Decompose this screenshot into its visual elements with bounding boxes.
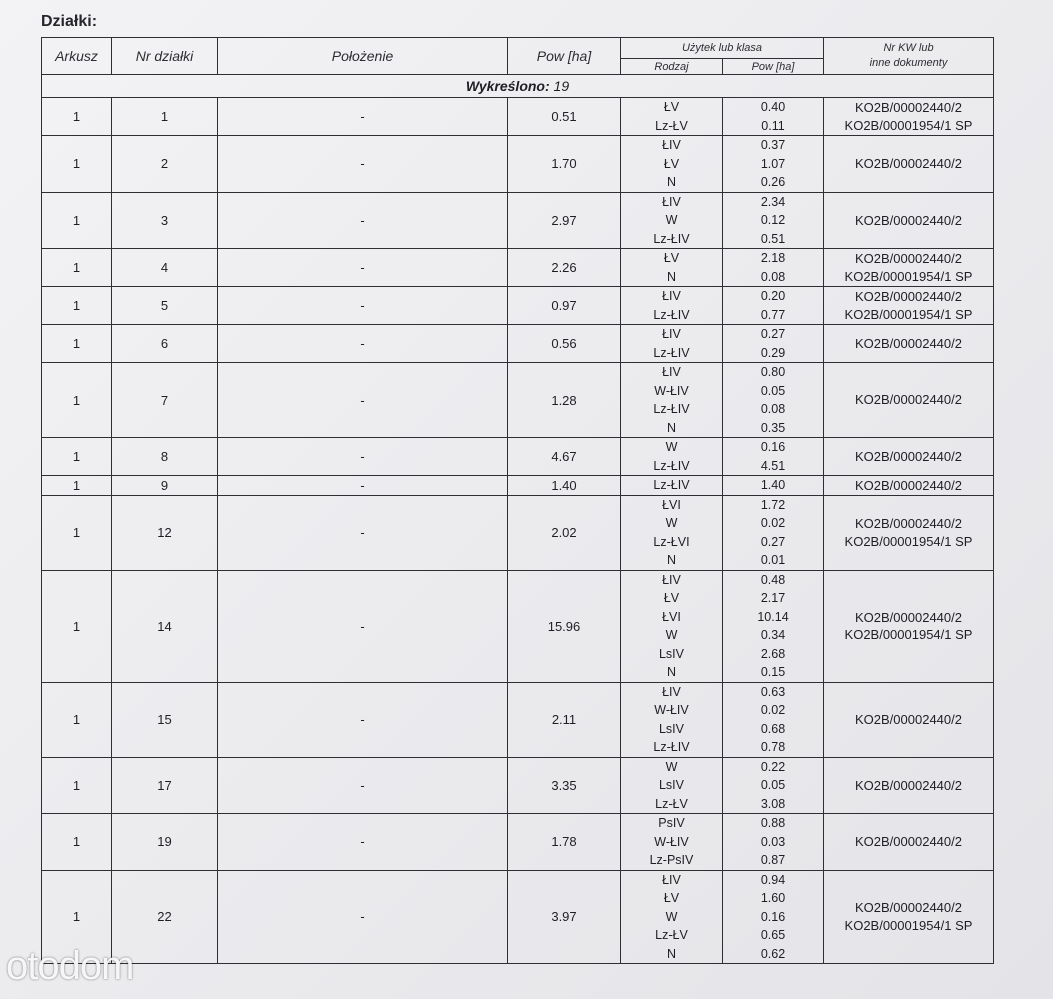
- cell-rodzaj: [621, 495, 723, 570]
- cell-rodzaj: [621, 287, 723, 325]
- class-area: 0.27: [760, 327, 786, 341]
- cell-nr-dzialki: 1: [112, 98, 218, 136]
- table-row: [42, 757, 994, 814]
- kw-number: KO2B/00001954/1 SP: [844, 268, 973, 284]
- table-row: [42, 98, 994, 136]
- cell-nr-dzialki: 4: [112, 249, 218, 287]
- class-area: 0.02: [760, 516, 786, 530]
- cell-pow: 1.40: [508, 476, 621, 496]
- header-kw-line2: inne dokumenty: [869, 57, 948, 69]
- header-nr-dzialki: Nr działki: [112, 38, 218, 75]
- kw-number: KO2B/00002440/2: [855, 516, 962, 531]
- class-area: 0.15: [760, 665, 786, 679]
- cell-kw: [824, 363, 994, 438]
- header-polozenie: Położenie: [218, 38, 508, 75]
- class-area: 0.08: [760, 269, 786, 284]
- kw-number: KO2B/00002440/2: [855, 212, 962, 228]
- header-kw-line1: Nr KW lub: [883, 42, 934, 54]
- class-area: 1.40: [760, 478, 786, 492]
- section-title: Działki:: [41, 13, 98, 30]
- cell-rodzaj: [621, 98, 723, 136]
- class-area: 3.08: [760, 796, 786, 811]
- cell-nr-dzialki: 7: [112, 363, 218, 438]
- cell-kw: [824, 192, 994, 249]
- class-type: N: [666, 946, 677, 961]
- table-row: [42, 325, 994, 363]
- table-row: [42, 870, 994, 964]
- class-area: 2.18: [760, 251, 786, 265]
- cell-nr-dzialki: 5: [112, 287, 218, 325]
- class-type: W: [665, 516, 678, 530]
- kw-number: KO2B/00002440/2: [855, 392, 962, 408]
- class-type: W: [665, 909, 678, 924]
- class-area: 0.62: [760, 946, 786, 961]
- cell-pow-uzytek: [723, 476, 824, 496]
- class-area: 0.01: [760, 553, 786, 567]
- cell-arkusz: 1: [42, 438, 112, 476]
- cell-pow-uzytek: [723, 814, 824, 871]
- cell-pow-uzytek: [723, 363, 824, 438]
- cell-pow: 2.26: [508, 249, 621, 287]
- cell-pow-uzytek: [723, 287, 824, 325]
- cell-pow-uzytek: [723, 570, 824, 682]
- cell-polozenie: -: [218, 870, 508, 964]
- cell-pow-uzytek: [723, 325, 824, 363]
- kw-number: KO2B/00001954/1 SP: [844, 117, 973, 133]
- kw-number: KO2B/00002440/2: [855, 289, 962, 304]
- cell-nr-dzialki: 14: [112, 570, 218, 682]
- class-area: 0.87: [760, 853, 786, 867]
- cell-pow: 4.67: [508, 438, 621, 476]
- class-type: N: [666, 665, 677, 679]
- class-area: 0.80: [760, 365, 786, 379]
- class-type: ŁIV: [662, 572, 681, 587]
- class-type: W-ŁIV: [654, 383, 689, 398]
- class-type: Lz-PsIV: [649, 853, 694, 867]
- kw-number: KO2B/00002440/2: [855, 900, 962, 916]
- class-type: W: [665, 628, 678, 642]
- class-area: 0.08: [760, 402, 786, 416]
- class-area: 0.12: [760, 213, 786, 227]
- class-type: Lz-ŁIV: [653, 458, 690, 473]
- kw-number: KO2B/00002440/2: [855, 251, 962, 266]
- class-type: ŁIV: [662, 872, 681, 887]
- table-row: [42, 476, 994, 496]
- cell-kw: [824, 249, 994, 287]
- kw-number: KO2B/00002440/2: [855, 335, 962, 351]
- class-area: 0.11: [761, 118, 785, 133]
- class-type: Lz-ŁVI: [653, 534, 690, 549]
- table-row: [42, 438, 994, 476]
- kw-number: KO2B/00002440/2: [855, 609, 962, 625]
- cell-polozenie: -: [218, 287, 508, 325]
- cell-kw: [824, 136, 994, 193]
- class-area: 0.48: [760, 572, 786, 587]
- cell-pow: 0.51: [508, 98, 621, 136]
- class-type: ŁVI: [662, 609, 681, 624]
- class-area: 0.22: [760, 759, 786, 774]
- class-type: ŁVI: [662, 497, 681, 512]
- cell-kw: [824, 325, 994, 363]
- kw-number: KO2B/00001954/1 SP: [844, 917, 973, 933]
- class-type: ŁV: [663, 251, 680, 265]
- cell-pow: 2.97: [508, 192, 621, 249]
- class-area: 0.51: [760, 231, 786, 246]
- group-count: 19: [553, 78, 570, 94]
- class-area: 0.77: [760, 307, 786, 322]
- cell-arkusz: 1: [42, 870, 112, 964]
- cell-kw: [824, 814, 994, 871]
- cell-pow-uzytek: [723, 870, 824, 964]
- class-type: ŁIV: [662, 365, 681, 379]
- class-area: 0.65: [760, 928, 786, 942]
- class-type: Lz-ŁIV: [653, 478, 690, 492]
- cell-pow-uzytek: [723, 98, 824, 136]
- table-row: [42, 192, 994, 249]
- cell-nr-dzialki: 22: [112, 870, 218, 964]
- header-arkusz: Arkusz: [42, 38, 112, 75]
- cell-pow-uzytek: [723, 682, 824, 757]
- header-kw: [824, 38, 994, 75]
- cell-rodzaj: [621, 249, 723, 287]
- cell-pow: 15.96: [508, 570, 621, 682]
- class-area: 0.40: [760, 100, 786, 114]
- class-type: Lz-ŁIV: [653, 307, 690, 322]
- cell-rodzaj: [621, 570, 723, 682]
- class-type: LsIV: [658, 778, 684, 792]
- class-type: ŁV: [663, 156, 680, 171]
- class-area: 2.17: [760, 591, 786, 605]
- cell-pow: 1.28: [508, 363, 621, 438]
- class-type: N: [666, 553, 677, 567]
- class-area: 1.60: [760, 891, 786, 905]
- class-area: 0.34: [760, 628, 786, 642]
- cell-rodzaj: [621, 325, 723, 363]
- class-area: 0.20: [760, 289, 786, 303]
- cell-kw: [824, 495, 994, 570]
- cell-polozenie: -: [218, 814, 508, 871]
- cell-pow-uzytek: [723, 438, 824, 476]
- class-area: 0.02: [760, 703, 786, 717]
- class-type: ŁV: [663, 100, 680, 114]
- kw-number: KO2B/00002440/2: [855, 777, 962, 793]
- cell-nr-dzialki: 2: [112, 136, 218, 193]
- cell-arkusz: 1: [42, 287, 112, 325]
- cell-kw: [824, 438, 994, 476]
- table-row: [42, 136, 994, 193]
- cell-nr-dzialki: 17: [112, 757, 218, 814]
- cell-polozenie: -: [218, 438, 508, 476]
- class-area: 0.26: [760, 175, 786, 189]
- class-type: Lz-ŁV: [655, 796, 688, 811]
- class-type: Lz-ŁIV: [653, 231, 690, 246]
- cell-polozenie: -: [218, 682, 508, 757]
- table-row: [42, 249, 994, 287]
- cell-pow: 3.97: [508, 870, 621, 964]
- cell-polozenie: -: [218, 757, 508, 814]
- cell-rodzaj: [621, 363, 723, 438]
- table-row: [42, 363, 994, 438]
- table-row: [42, 495, 994, 570]
- header-pow-uzytek: Pow [ha]: [723, 59, 824, 75]
- cell-pow: 0.56: [508, 325, 621, 363]
- cell-nr-dzialki: 19: [112, 814, 218, 871]
- cell-arkusz: 1: [42, 682, 112, 757]
- class-area: 0.63: [760, 684, 786, 699]
- cell-nr-dzialki: 15: [112, 682, 218, 757]
- cell-polozenie: -: [218, 363, 508, 438]
- cell-nr-dzialki: 9: [112, 476, 218, 496]
- class-area: 0.94: [760, 872, 786, 887]
- class-area: 0.29: [760, 345, 786, 360]
- class-area: 0.05: [760, 383, 786, 398]
- cell-pow: 1.70: [508, 136, 621, 193]
- cell-arkusz: 1: [42, 136, 112, 193]
- cell-arkusz: 1: [42, 814, 112, 871]
- cell-arkusz: 1: [42, 476, 112, 496]
- cell-arkusz: 1: [42, 757, 112, 814]
- class-type: Lz-ŁIV: [653, 740, 690, 754]
- cell-rodzaj: [621, 814, 723, 871]
- group-label: Wykreślono:: [465, 78, 550, 94]
- cell-arkusz: 1: [42, 363, 112, 438]
- class-type: LsIV: [658, 646, 684, 661]
- cell-kw: [824, 98, 994, 136]
- cell-pow: 3.35: [508, 757, 621, 814]
- cell-arkusz: 1: [42, 570, 112, 682]
- class-type: N: [666, 420, 677, 435]
- table-row: [42, 287, 994, 325]
- parcels-table: [41, 37, 994, 964]
- header-uzytek: Użytek lub klasa: [621, 38, 824, 59]
- cell-polozenie: -: [218, 570, 508, 682]
- class-area: 4.51: [760, 458, 786, 473]
- cell-rodzaj: [621, 136, 723, 193]
- cell-rodzaj: [621, 438, 723, 476]
- class-type: Lz-ŁIV: [653, 345, 690, 360]
- cell-rodzaj: [621, 757, 723, 814]
- cell-rodzaj: [621, 870, 723, 964]
- cell-arkusz: 1: [42, 249, 112, 287]
- header-pow: Pow [ha]: [508, 38, 621, 75]
- kw-number: KO2B/00002440/2: [855, 477, 962, 493]
- kw-number: KO2B/00001954/1 SP: [844, 306, 973, 322]
- cell-kw: [824, 757, 994, 814]
- cell-rodzaj: [621, 192, 723, 249]
- cell-pow-uzytek: [723, 757, 824, 814]
- class-area: 10.14: [757, 609, 789, 624]
- cell-pow: 2.11: [508, 682, 621, 757]
- cell-kw: [824, 870, 994, 964]
- class-type: ŁIV: [662, 138, 681, 152]
- class-area: 0.78: [760, 740, 786, 754]
- kw-number: KO2B/00001954/1 SP: [844, 533, 973, 549]
- class-area: 2.34: [760, 194, 786, 209]
- cell-nr-dzialki: 12: [112, 495, 218, 570]
- kw-number: KO2B/00002440/2: [855, 100, 962, 115]
- cell-pow-uzytek: [723, 495, 824, 570]
- class-type: W-ŁIV: [654, 834, 689, 849]
- cell-polozenie: -: [218, 98, 508, 136]
- cell-arkusz: 1: [42, 98, 112, 136]
- kw-number: KO2B/00002440/2: [855, 711, 962, 727]
- cell-polozenie: -: [218, 476, 508, 496]
- class-type: W: [665, 759, 678, 774]
- cell-arkusz: 1: [42, 192, 112, 249]
- class-type: ŁV: [663, 591, 680, 605]
- class-type: LsIV: [658, 721, 684, 736]
- class-area: 0.68: [760, 721, 786, 736]
- cell-polozenie: -: [218, 136, 508, 193]
- class-type: Lz-ŁIV: [653, 402, 690, 416]
- class-area: 0.16: [760, 909, 786, 924]
- cell-arkusz: 1: [42, 495, 112, 570]
- header-rodzaj: Rodzaj: [621, 59, 723, 75]
- class-type: N: [666, 175, 677, 189]
- class-area: 0.03: [760, 834, 786, 849]
- cell-kw: [824, 287, 994, 325]
- table-row: [42, 570, 994, 682]
- class-type: ŁIV: [662, 194, 681, 209]
- class-type: W-ŁIV: [654, 703, 689, 717]
- cell-kw: [824, 570, 994, 682]
- class-type: W: [665, 440, 678, 454]
- cell-rodzaj: [621, 682, 723, 757]
- table-row: [42, 814, 994, 871]
- class-type: N: [666, 269, 677, 284]
- cell-pow-uzytek: [723, 249, 824, 287]
- cell-polozenie: -: [218, 192, 508, 249]
- kw-number: KO2B/00001954/1 SP: [844, 627, 973, 642]
- cell-polozenie: -: [218, 249, 508, 287]
- cell-pow-uzytek: [723, 136, 824, 193]
- cell-pow: 0.97: [508, 287, 621, 325]
- class-area: 0.05: [760, 778, 786, 792]
- cell-nr-dzialki: 3: [112, 192, 218, 249]
- cell-pow: 2.02: [508, 495, 621, 570]
- cell-pow: 1.78: [508, 814, 621, 871]
- cell-polozenie: -: [218, 495, 508, 570]
- cell-nr-dzialki: 8: [112, 438, 218, 476]
- class-area: 0.37: [760, 138, 786, 152]
- class-area: 0.88: [760, 816, 786, 830]
- class-type: Lz-ŁV: [655, 928, 688, 942]
- kw-number: KO2B/00002440/2: [855, 448, 962, 464]
- class-type: W: [665, 213, 678, 227]
- cell-pow-uzytek: [723, 192, 824, 249]
- class-area: 0.35: [760, 420, 786, 435]
- class-area: 0.16: [760, 440, 786, 454]
- cell-rodzaj: [621, 476, 723, 496]
- cell-nr-dzialki: 6: [112, 325, 218, 363]
- cell-kw: [824, 682, 994, 757]
- watermark-logo: otodom: [6, 944, 134, 988]
- class-type: ŁIV: [662, 684, 681, 699]
- cell-polozenie: -: [218, 325, 508, 363]
- table-row: [42, 682, 994, 757]
- class-type: ŁV: [663, 891, 680, 905]
- class-area: 0.27: [760, 534, 786, 549]
- class-type: ŁIV: [662, 289, 681, 303]
- group-row: [42, 75, 994, 98]
- class-area: 1.72: [760, 497, 786, 512]
- class-type: ŁIV: [662, 327, 681, 341]
- class-type: PsIV: [658, 816, 685, 830]
- class-type: Lz-ŁV: [655, 118, 688, 133]
- cell-arkusz: 1: [42, 325, 112, 363]
- class-area: 1.07: [760, 156, 786, 171]
- kw-number: KO2B/00002440/2: [855, 156, 962, 171]
- kw-number: KO2B/00002440/2: [855, 834, 962, 849]
- cell-kw: [824, 476, 994, 496]
- class-area: 2.68: [760, 646, 786, 661]
